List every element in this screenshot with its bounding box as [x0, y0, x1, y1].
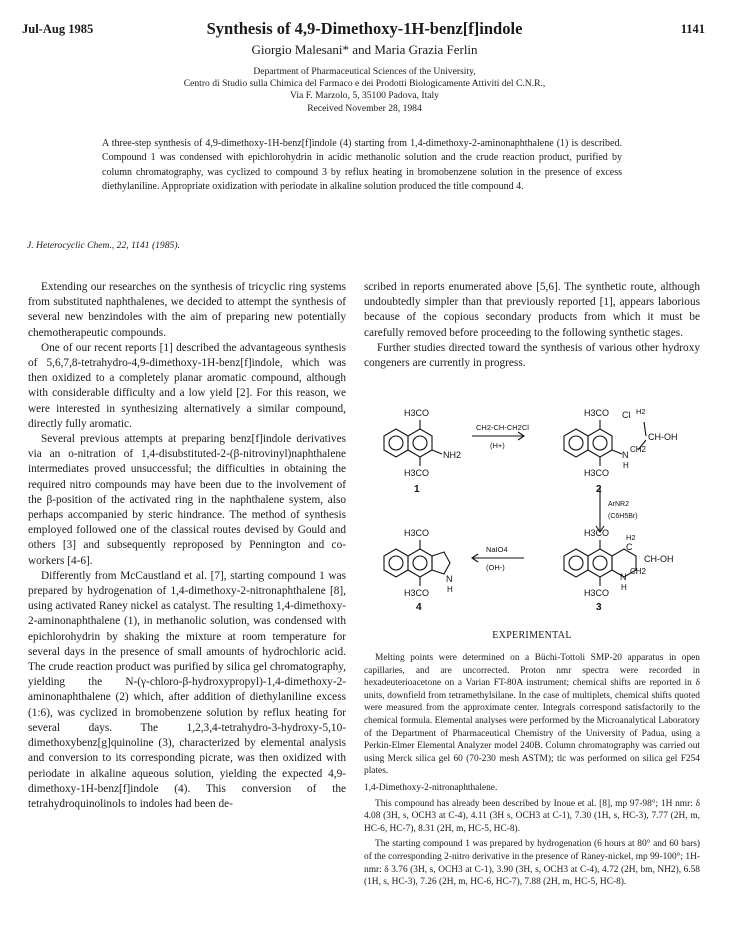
- amine-label: NH2: [443, 450, 462, 460]
- affiliation-line: Department of Pharmaceutical Sciences of the University,: [253, 66, 476, 77]
- hydrogen-label: H: [621, 583, 627, 592]
- condition-acid: (H+): [490, 441, 505, 450]
- carbon-label: C: [626, 542, 633, 552]
- experimental-section: [364, 652, 700, 892]
- compound-label-1: 1: [414, 484, 420, 495]
- authors: Giorgio Malesani* and Maria Grazia Ferlin: [251, 42, 478, 57]
- paragraph: scribed in reports enumerated above [5,6]. The synthetic route, although undoubtedly simpler than that previously reported [1], appears laborious because of the copious secondary products from which it must be carefully removed before proceeding to the following synthetic stages.: [364, 281, 700, 339]
- ch-oh-label: CH-OH: [644, 554, 674, 564]
- affiliation-line: Centro di Studio sulla Chimica del Farmaco e dei Prodotti Biologicamente Attiviti del C.N.R.,: [183, 78, 546, 90]
- paragraph: This compound has already been described by Inoue et al. [8], mp 97-98°; 1H nmr: δ 4.08 (3H, s, OCH3 at C-4), 4.11 (3H s, OCH3 at C-1), 7.30 (1H, s, HC-3), 7.77 (2H, m, HC-6, HC-7), 8.31 (2H, m, HC-5, HC-8).: [364, 798, 700, 834]
- affiliation: [0, 66, 729, 115]
- ch2-label: CH2: [630, 445, 647, 454]
- page-number: 1141: [680, 22, 705, 36]
- citation-text: J. Heterocyclic Chem., 22, 1141 (1985).: [27, 240, 180, 251]
- abstract: A three-step synthesis of 4,9-dimethoxy-1H-benz[f]indole (4) starting from 1,4-dimethoxy-2-aminonaphthalene (1) is described. Compound 1 was condensed with epichlorohydrin in acidic methanolic solution and the crude reaction product, purified by column chromatography, was cyclized to compound 3 by reflux heating in bromobenzene solution in the presence of excess diethylaniline. Appropriate oxidization with periodate in alkaline solution produced the title compound 4.: [102, 138, 622, 193]
- methoxy-label: H3CO: [584, 408, 610, 418]
- compound-label-3: 3: [596, 602, 602, 613]
- subheading: 1,4-Dimethoxy-2-nitronaphthalene.: [364, 782, 498, 793]
- reagent-periodate: NaIO4: [486, 545, 508, 554]
- reagent-epichlorohydrin: CH2-CH-CH2Cl: [476, 423, 529, 432]
- methoxy-label: H3CO: [404, 528, 430, 538]
- reagent-arnr2: ArNR2: [608, 501, 630, 508]
- h2-label: H2: [626, 533, 636, 542]
- paragraph: Further studies directed toward the synthesis of various other hydroxy congeners are currently in progress.: [364, 341, 700, 370]
- ch2-label: CH2: [630, 567, 647, 576]
- citation: [27, 240, 180, 251]
- paragraph: The starting compound 1 was prepared by hydrogenation (6 hours at 80° and 60 bars) of the corresponding 2-nitro derivative in the presence of Raney-nickel, mp 99-100°; 1H-nmr: δ 3.76 (3H, s, OCH3 at C-1), 3.90 (3H, s, OCH3 at C-4), 4.72 (2H, bm, NH2), 6.58 (1H, s, HC-3), 7.26 (2H, m, HC-6, HC-7), 7.88 (2H, m, HC-5, HC-8).: [364, 839, 700, 888]
- body-left-column: [28, 280, 346, 812]
- chloro-label: Cl: [622, 410, 631, 420]
- section-heading: EXPERIMENTAL: [492, 630, 572, 641]
- hydrogen-label: H: [447, 585, 453, 594]
- affiliation-line: Via F. Marzolo, 5, 35100 Padova, Italy: [290, 90, 439, 102]
- nitrogen-label: N: [620, 572, 627, 582]
- methoxy-label: H3CO: [584, 468, 610, 478]
- methoxy-label: H3CO: [584, 528, 610, 538]
- condition-bromobenzene: (C6H5Br): [608, 513, 638, 520]
- hydrogen-label: H: [623, 461, 629, 470]
- paragraph: Several previous attempts at preparing benz[f]indole derivatives via an o-nitration of 1,4-disubstituted-2-(β-nitrovinyl)naphthalene intermediates proved unsuccessful; the difficulties in obtaining the required nitro compounds may have been due to the involvement of the β-position of the activated ring in the naphthalene system, also perhaps accompanied by steric hindrance. The method of synthesis employed followed one of the classical routes devised by Gould and others [3] and subsequently reproposed by Pennington and co-workers [4-6].: [28, 433, 346, 567]
- nitrogen-label: N: [446, 574, 453, 584]
- h2-label: H2: [636, 407, 646, 416]
- methoxy-label: H3CO: [404, 468, 430, 478]
- condition-base: (OH-): [486, 563, 505, 572]
- ch-oh-label: CH-OH: [648, 432, 678, 442]
- nitrogen-label: N: [622, 450, 629, 460]
- compound-label-2: 2: [596, 484, 602, 495]
- reaction-scheme: [364, 396, 704, 616]
- body-right-column: [364, 280, 700, 371]
- paragraph: Extending our researches on the synthesis of tricyclic ring systems from substituted naphthalenes, we decided to attempt the synthesis of several new benzindoles with the aim of preparing new potentially chemotherapeutic compounds.: [28, 281, 346, 339]
- article-title: Synthesis of 4,9-Dimethoxy-1H-benz[f]indole: [206, 19, 523, 38]
- received-date: Received November 28, 1984: [307, 102, 422, 114]
- running-header: Jul-Aug 1985: [22, 22, 94, 36]
- methoxy-label: H3CO: [404, 408, 430, 418]
- methoxy-label: H3CO: [404, 588, 430, 598]
- paragraph: Differently from McCaustland et al. [7], starting compound 1 was prepared by hydrogenation of 1,4-dimethoxy-2-nitronaphthalene [8], using activated Raney nickel as catalyst. The resulting 1,4-dimethoxy-2-aminonaphthalene (1), in methanolic solution, was condensed with epichlorohydrin by shaking the mixture at room temperature for several days in the presence of small amounts of hydrochloric acid. The crude reaction product was purified by silica gel chromatography, yielding the N-(γ-chloro-β-hydroxypropyl)-1,4-dimethoxy-2-aminonaphthalene (2) which, after addition of diethylaniline excess (1:6), was cyclized in bromobenzene solution by reflux heating for several days. The 1,2,3,4-tetrahydro-3-hydroxy-5,10-dimethoxybenz[g]quinoline (3), characterized by elemental analysis and conversion to its corresponding picrate, was then oxidized with periodate in alkaline aqueous solution, yielding the expected 4,9-dimethoxy-1H-benz[f]indole (4). This conversion of the tetrahydroquinolinols to indoles had been de-: [28, 569, 346, 810]
- methoxy-label: H3CO: [584, 588, 610, 598]
- paragraph: Melting points were determined on a Büchi-Tottoli SMP-20 apparatus in open capillaries, and are uncorrected. Proton nmr spectra were recorded in hexadeuterioacetone on a Varian FT-80A instrument; chemical shifts are reported in δ units, downfield from tetramethylsilane. In the case of multiplets, chemical shifts quoted were measured from the approximate center. Integrals correspond satisfactorily to the chemical formula. Elemental analyses were performed by the Microanalytical Laboratory of the Department of Pharmaceutical Chemistry of the University of Padua, using a Perkin-Elmer Elemental Analyzer model 240B. Column chromatography was carried out using Merck silica gel 60 (70-230 mesh ASTM); tlc was performed on silica gel F254 plates.: [364, 653, 700, 777]
- paragraph: One of our recent reports [1] described the advantageous synthesis of 5,6,7,8-tetrahydro-4,9-dimethoxy-1H-benz[f]indole, which was then oxidized to a completely planar aromatic compound, although with considerable difficulty and a low yield [2]. For this reason, we were interested in synthesizing alternatively a similar compound, directly fully aromatic.: [28, 341, 346, 430]
- compound-label-4: 4: [416, 602, 422, 613]
